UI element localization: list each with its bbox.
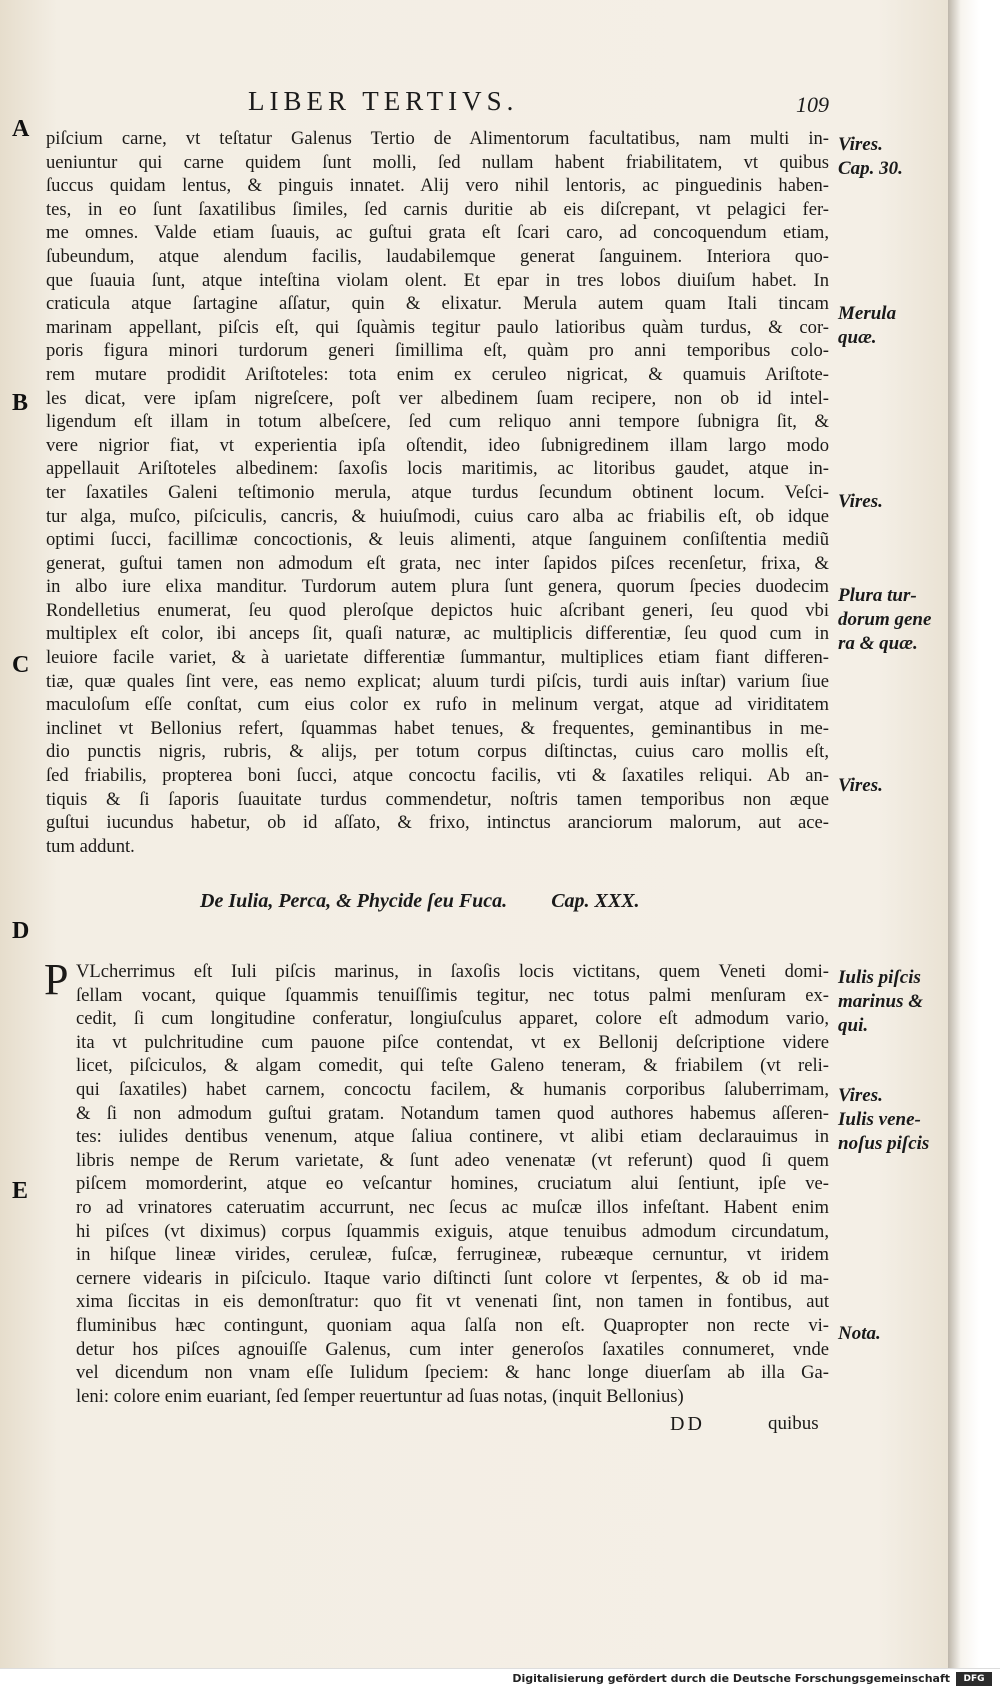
text-line: que ſuauia ſunt, atque inteſtina violam olent. Et epar in tres lobos diuiſum habet. In: [46, 269, 829, 291]
page-number: 109: [796, 92, 829, 117]
text-line: in hiſque lineæ virides, ceruleæ, fuſcæ, ferrugineæ, rubeæque cernuntur, vt iridem: [76, 1244, 829, 1266]
text-line: me omnes. Valde etiam ſuauis, ac guſtui grata eſt ſcari caro, ad concoquendum etiam,: [46, 222, 829, 244]
text-line: ſellam vocant, quique ſquammis tenuiſſimis tegitur, nec totus palmi menſuram ex-: [76, 984, 829, 1006]
marginal-note-nota: Nota.: [838, 1323, 881, 1344]
text-line: fluminibus hæc contingunt, quoniam aqua ſalſa non eſt. Quapropter non recte vi-: [76, 1314, 829, 1336]
catchword: quibus: [768, 1413, 819, 1434]
marginal-note-plura-1: Plura tur-: [838, 585, 917, 606]
text-line: piſcium carne, vt teſtatur Galenus Tertio de Alimentorum facultatibus, nam multi in-: [46, 128, 829, 149]
text-line: inclinet vt Bellonius refert, ſquammas habet tenues, & frequentes, geminantibus in me-: [46, 717, 829, 739]
text-line: ueniuntur qui carne quidem ſunt molli, ſed nullam habent friabilitatem, vt quibus: [46, 151, 829, 173]
text-line: in albo iure elixa manditur. Turdorum autem plura ſunt genera, quorum ſpecies duodecim: [46, 576, 829, 598]
marginal-note-iulis-3: qui.: [838, 1015, 869, 1036]
text-line: ſuccus quidam lentus, & pinguis innatet. Alij vero nihil lentoris, ac pinguedinis haben-: [46, 175, 829, 197]
chapter-heading: [200, 890, 720, 913]
text-line: vere nigrior fiat, vt experientia ipſa oſtendit, ideo ſubnigredinem illam largo modo: [46, 434, 829, 456]
section-letter-d: D: [12, 918, 30, 944]
marginal-note-iulis-2: marinus &: [838, 991, 924, 1012]
section-letter-a: A: [12, 116, 30, 142]
footer-credit: Digitalisierung gefördert durch die Deutsche Forschungsgemeinschaft: [512, 1672, 950, 1685]
signature-mark: DD: [670, 1413, 705, 1435]
text-line: generat, guſtui tamen non admodum eſt grata, nec inter ſapidos piſces recenſetur, frixa, &: [46, 552, 829, 574]
text-line: ligendum eſt illam in totum albeſcere, ſed cum reliquo anni tempore ſubnigra ſit, &: [46, 411, 829, 433]
page-edge: [948, 0, 1000, 1668]
body-paragraph-1: [46, 127, 829, 858]
marginal-note-vires: Vires.: [838, 134, 883, 155]
text-line: tur alga, muſco, piſciculis, cancris, & huiuſmodi, cuius caro alba ac friabilis eſt, ob idque: [46, 505, 829, 527]
text-line: tiæ, quæ quales ſint vere, eas nemo explicat; aluum turdi piſcis, turdi auis inſtar) varium ſiue: [46, 670, 829, 692]
section-letter-b: B: [12, 390, 29, 416]
chapter-title: De Iulia, Perca, & Phycide ſeu Fuca.: [200, 890, 508, 912]
text-line: ſed friabilis, propterea boni ſucci, atque concoctu facilis, vti & ſaxatiles reliqui. Ab an-: [46, 765, 829, 787]
text-line: tiquis & ſi ſaporis ſuauitate turdus commendetur, noſtris tamen temporibus non æque: [46, 788, 829, 810]
text-line: marinam appellant, piſcis eſt, qui ſquàmis tegitur paulo latioribus quàm turdus, & cor-: [46, 316, 829, 338]
marginal-note-iulis-1: Iulis piſcis: [838, 967, 921, 988]
text-line: licet, piſciculos, & algam comedit, qui teſte Galeno teneram, & friabilem (vt reli-: [76, 1055, 829, 1077]
text-line: guſtui iucundus habetur, ob id aſſato, & frixo, intinctus aranciorum malorum, aut ace-: [46, 812, 829, 834]
chapter-number: Cap. XXX.: [551, 890, 640, 912]
text-line: les dicat, vere ipſam nigreſcere, poſt ver albedinem ſuam recipere, non ob id intel-: [46, 387, 829, 409]
marginal-note-merula-1: Merula: [838, 303, 897, 324]
text-line: ita vt pulchritudine cum pauone piſce contendat, vt ex Bellonij deſcriptione videre: [76, 1031, 829, 1053]
marginal-note-plura-3: ra & quæ.: [838, 633, 918, 654]
text-line: tum addunt.: [46, 835, 135, 857]
marginal-note-cap30: Cap. 30.: [838, 158, 903, 179]
text-line: ro ad vrinatores cateruatim accurrunt, nec ſecus ac muſcæ illos infeſtant. Habent enim: [76, 1196, 829, 1218]
marginal-note-vires-3: Vires.: [838, 775, 883, 796]
text-line: & ſi non admodum guſtui gratam. Notandum tamen quod authores habemus aſſeren-: [76, 1102, 829, 1124]
text-line: detur hos piſces agnouiſſe Galenus, cum inter generoſos ſaxatiles connumeret, vnde: [76, 1338, 829, 1360]
text-line: hi piſces (vt diximus) corpus ſquammis exiguis, atque tenuibus admodum circundatum,: [76, 1220, 829, 1242]
text-line: cernere videaris in piſciculo. Itaque vario diſtincti ſunt colore vt ſerpentes, & ob id ma-: [76, 1267, 829, 1289]
digitization-footer: [0, 1668, 1000, 1690]
text-line: rem mutare prodidit Ariſtoteles: tota enim ex ceruleo nigricat, & quamuis Ariſtote-: [46, 363, 829, 385]
text-line: tes: iulides dentibus venenum, atque ſaliua continere, vt alibi etiam declarauimus in: [76, 1126, 829, 1148]
text-line: craticula atque ſartagine aſſatur, quin & elixatur. Merula autem quam Itali tincam: [46, 293, 829, 315]
text-line: Rondelletius enumerat, ſeu quod pleroſque depictos huic aſcribant generi, ſeu quod vbi: [46, 599, 829, 621]
drop-cap: P: [44, 955, 69, 1004]
section-letter-e: E: [12, 1178, 29, 1204]
marginal-note-iulis-venenosus-1: Iulis vene-: [838, 1109, 921, 1130]
dfg-logo: DFG: [956, 1672, 992, 1686]
marginal-note-vires-4: Vires.: [838, 1085, 883, 1106]
text-line: leni: colore enim euariant, ſed ſemper reuertuntur ad ſuas notas, (inquit Bellonius): [76, 1385, 684, 1407]
text-line: qui ſaxatiles) habet carnem, concoctu facilem, & humanis corporibus ſaluberrimam,: [76, 1078, 829, 1100]
text-line: appellauit Ariſtoteles albedinem: ſaxoſis locis maritimis, ac litoribus gaudet, atque in-: [46, 458, 829, 480]
text-line: piſcem momorderint, atque eo veſcantur homines, cruciatum alui ſentiunt, ipſe ve-: [76, 1173, 829, 1195]
text-line: vel dicendum non vnam eſſe Iulidum ſpeciem: & hanc longe diuerſam ab illa Ga-: [76, 1362, 829, 1384]
text-line: cedit, ſi cum longitudine conferatur, longiuſculus apparet, colore eſt admodum vario,: [76, 1008, 829, 1030]
text-line: poris figura minori turdorum generi ſimillima eſt, quàm pro anni temporibus colo-: [46, 340, 829, 362]
marginal-note-vires-2: Vires.: [838, 491, 883, 512]
text-line: multiplex eſt color, ibi anceps ſit, quaſi naturæ, ac multiplicis differentiæ, ſeu quod cum in: [46, 623, 829, 645]
text-line: dio punctis nigris, rubris, & alijs, per totum corpus diſtinctas, cuius caro mollis eſt,: [46, 741, 829, 763]
marginal-note-plura-2: dorum gene: [838, 609, 932, 630]
text-line: leuiore facile variet, & à uarietate differentiæ ſummantur, multiplices etiam fiant differen-: [46, 647, 829, 669]
text-line: VLcherrimus eſt Iuli piſcis marinus, in ſaxoſis locis victitans, quem Veneti domi-: [76, 961, 829, 982]
text-line: ter ſaxatiles Galeni teſtimonio merula, atque turdus ſecundum obtinent locum. Veſci-: [46, 481, 829, 503]
text-line: tes, in eo ſunt ſaxatilibus ſimiles, ſed carnis duritie ab eis diſcrepant, vt pelagici fer-: [46, 198, 829, 220]
body-paragraph-2: [76, 960, 829, 1408]
running-head: LIBER TERTIVS.: [248, 86, 519, 116]
text-line: ſubeundum, atque alendum facilis, laudabilemque generat ſanguinem. Interiora quo-: [46, 245, 829, 267]
marginal-note-iulis-venenosus-2: noſus piſcis: [838, 1133, 930, 1154]
text-line: libris nempe de Rerum varietate, & ſunt adeo venenatæ (vt referunt) quod ſi quem: [76, 1149, 829, 1171]
text-line: xima ſiccitas in eis demonſtratur: quo fit vt venenati ſint, non tamen in fontibus, aut: [76, 1291, 829, 1313]
text-line: optimi ſucci, facillimæ concoctionis, & leuis alimenti, atque ſanguinem conſiſtentia mediũ: [46, 529, 829, 551]
text-line: maculoſum eſſe conſtat, cum eius color ex rufo in melinum vergat, atque ad viriditatem: [46, 694, 829, 716]
marginal-note-merula-2: quæ.: [838, 327, 877, 348]
section-letter-c: C: [12, 652, 30, 678]
